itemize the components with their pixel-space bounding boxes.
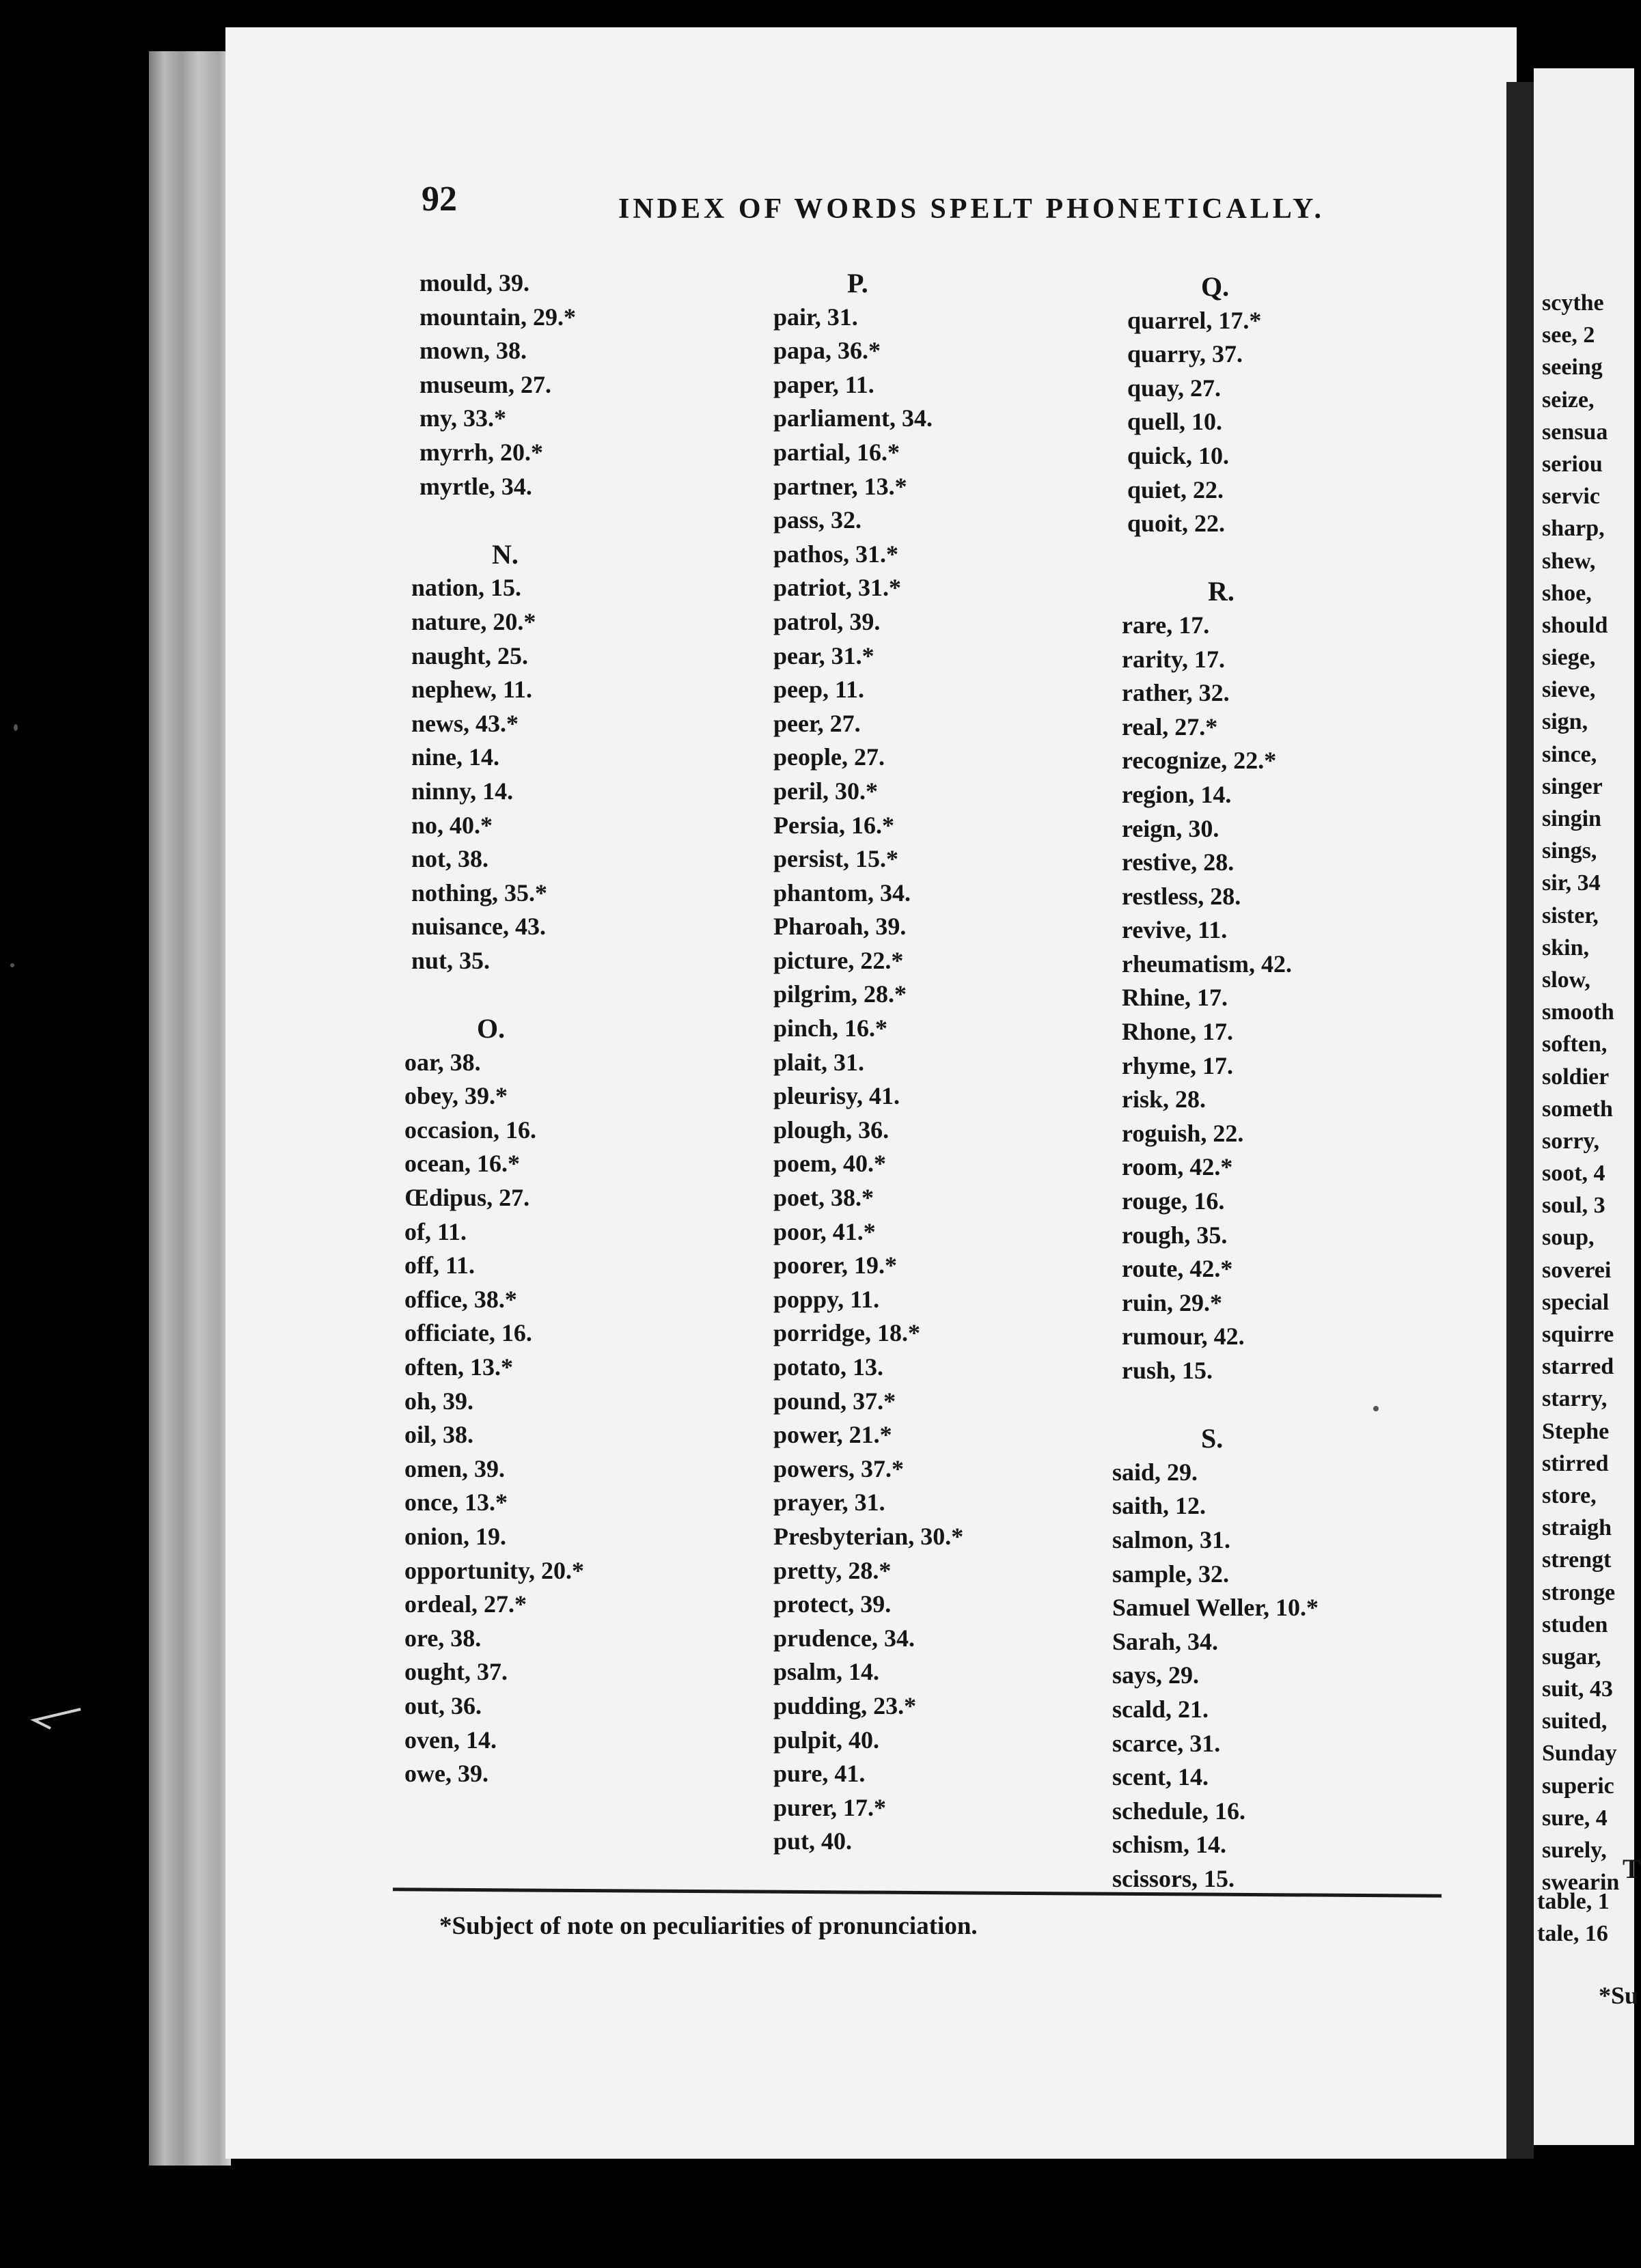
next-page-entry-fragment: shoe,	[1542, 580, 1592, 606]
index-entry: Rhone, 17.	[1122, 1018, 1234, 1046]
index-entry: rouge, 16.	[1122, 1187, 1225, 1215]
index-entry: rare, 17.	[1122, 611, 1210, 639]
speck	[1373, 1406, 1379, 1411]
next-page-entry-fragment: tale, 16	[1537, 1921, 1608, 1946]
index-entry: rather, 32.	[1122, 679, 1230, 707]
index-entry: often, 13.*	[404, 1353, 513, 1381]
index-entry: restless, 28.	[1122, 882, 1241, 910]
next-page-entry-fragment: seeing	[1542, 355, 1603, 381]
next-page-entry-fragment: store,	[1542, 1482, 1597, 1508]
next-page-entry-fragment: special	[1542, 1289, 1610, 1315]
index-entry: prayer, 31.	[773, 1489, 885, 1517]
index-entry: Persia, 16.*	[773, 811, 894, 839]
index-entry: mountain, 29.*	[419, 303, 577, 331]
pencil-mark-icon	[27, 1694, 82, 1742]
index-entry: peep, 11.	[773, 676, 865, 704]
index-entry: scissors, 15.	[1112, 1864, 1235, 1892]
index-block-q	[1127, 304, 1319, 541]
next-page-entry-fragment: seize,	[1542, 387, 1595, 413]
index-entry: pudding, 23.*	[773, 1691, 917, 1719]
index-entry: put, 40.	[773, 1827, 853, 1855]
index-entry: nature, 20.*	[411, 607, 536, 635]
letter-heading-p: P.	[847, 268, 868, 299]
speck	[14, 724, 18, 731]
letter-heading-q: Q.	[1201, 271, 1230, 302]
spacer	[418, 978, 584, 1012]
index-block-m	[419, 266, 584, 503]
index-entry: plait, 31.	[773, 1048, 865, 1076]
index-entry: no, 40.*	[411, 811, 493, 839]
index-entry: pinch, 16.*	[773, 1014, 888, 1042]
index-entry: quoit, 22.	[1127, 510, 1226, 538]
index-entry: schedule, 16.	[1112, 1797, 1246, 1825]
index-entry: scent, 14.	[1112, 1763, 1209, 1791]
index-column-2	[773, 266, 963, 1859]
index-entry: off, 11.	[404, 1251, 475, 1280]
next-page-entry-fragment: strengt	[1542, 1547, 1612, 1573]
index-entry: poor, 41.*	[773, 1217, 876, 1245]
next-page-entry-fragment: soften,	[1542, 1032, 1608, 1057]
index-entry: not, 38.	[411, 845, 489, 873]
index-entry: salmon, 31.	[1112, 1525, 1231, 1553]
index-entry: onion, 19.	[404, 1522, 507, 1550]
index-entry: poppy, 11.	[773, 1285, 880, 1313]
index-entry: psalm, 14.	[773, 1658, 880, 1686]
index-entry: rough, 35.	[1122, 1221, 1228, 1249]
index-entry: oh, 39.	[404, 1387, 474, 1415]
next-page-entry-fragment: see, 2	[1542, 322, 1595, 348]
next-page-entry-fragment: starry,	[1542, 1386, 1608, 1412]
speck	[10, 963, 14, 967]
index-entry: ore, 38.	[404, 1624, 482, 1652]
letter-heading-s: S.	[1201, 1423, 1224, 1454]
index-entry: schism, 14.	[1112, 1831, 1227, 1859]
next-page-entry-fragment: sorry,	[1542, 1128, 1600, 1154]
index-entry: room, 42.*	[1122, 1153, 1233, 1181]
next-page-entry-fragment: skin,	[1542, 935, 1589, 960]
index-entry: mown, 38.	[419, 337, 527, 365]
index-entry: porridge, 18.*	[773, 1319, 920, 1347]
letter-heading-r: R.	[1208, 576, 1235, 607]
index-entry: quiet, 22.	[1127, 475, 1224, 503]
book-gutter	[1506, 82, 1534, 2159]
next-page-entry-fragment: shew,	[1542, 548, 1596, 574]
index-entry: peer, 27.	[773, 709, 861, 737]
next-page-entry-fragment: studen	[1542, 1612, 1608, 1637]
next-page-entry-fragment: sings,	[1542, 838, 1597, 864]
index-entry: naught, 25.	[411, 641, 529, 669]
index-entry: rumour, 42.	[1122, 1323, 1245, 1351]
next-page-entry-fragment: stirred	[1542, 1450, 1609, 1476]
index-entry: powers, 37.*	[773, 1454, 904, 1482]
next-page-column	[1542, 287, 1619, 1898]
index-entry: poet, 38.*	[773, 1184, 874, 1212]
index-entry: obey, 39.*	[404, 1082, 508, 1110]
next-page-entry-fragment: squirre	[1542, 1322, 1614, 1347]
index-entry: reign, 30.	[1122, 814, 1219, 842]
index-entry: picture, 22.*	[773, 946, 904, 974]
next-page-fragment	[1534, 68, 1641, 2145]
index-entry: rush, 15.	[1122, 1357, 1213, 1384]
index-entry: poorer, 19.*	[773, 1251, 898, 1280]
index-entry: quarry, 37.	[1127, 340, 1243, 368]
index-column-3	[1112, 270, 1319, 1896]
index-entry: Rhine, 17.	[1122, 984, 1228, 1012]
index-entry: pear, 31.*	[773, 641, 874, 669]
next-page-entry-fragment: surely,	[1542, 1838, 1607, 1863]
next-page-entry-fragment: Sunday	[1542, 1741, 1617, 1767]
index-entry: nut, 35.	[411, 946, 491, 974]
index-entry: pair, 31.	[773, 303, 858, 331]
index-entry: rarity, 17.	[1122, 645, 1225, 673]
spacer	[1127, 1388, 1319, 1422]
index-entry: oil, 38.	[404, 1421, 474, 1449]
index-entry: parliament, 34.	[773, 404, 933, 432]
index-entry: region, 14.	[1122, 780, 1232, 808]
index-entry: peril, 30.*	[773, 777, 878, 805]
index-entry: partner, 13.*	[773, 472, 907, 500]
index-entry: once, 13.*	[404, 1489, 508, 1517]
index-block-n	[411, 571, 584, 978]
next-page-entry-fragment: should	[1542, 612, 1608, 638]
index-entry: patriot, 31.*	[773, 574, 901, 602]
index-entry: real, 27.*	[1122, 713, 1218, 741]
index-entry: nothing, 35.*	[411, 879, 548, 907]
running-head: INDEX OF WORDS SPELT PHONETICALLY.	[618, 193, 1325, 225]
next-page-entry-fragment: sir, 34	[1542, 870, 1601, 896]
index-entry: ruin, 29.*	[1122, 1288, 1223, 1316]
next-page-entry-fragment: Stephe	[1542, 1418, 1610, 1444]
next-page-entry-fragment: table, 1	[1537, 1889, 1610, 1914]
next-page-entry-fragment: swearin	[1542, 1870, 1620, 1896]
index-entry: people, 27.	[773, 743, 885, 771]
next-page-entry-fragment: sharp,	[1542, 516, 1605, 542]
index-entry: scarce, 31.	[1112, 1729, 1221, 1757]
index-entry: oven, 14.	[404, 1726, 497, 1754]
next-page-entry-fragment: someth	[1542, 1096, 1613, 1122]
index-entry: persist, 15.*	[773, 845, 898, 873]
next-page-entry-fragment: starred	[1542, 1354, 1614, 1380]
index-entry: rhyme, 17.	[1122, 1051, 1233, 1079]
index-block-r	[1122, 609, 1319, 1388]
index-entry: potato, 13.	[773, 1353, 883, 1381]
next-page-entry-fragment: suit, 43	[1542, 1676, 1613, 1702]
index-entry: patrol, 39.	[773, 607, 881, 635]
index-entry: Sarah, 34.	[1112, 1627, 1219, 1655]
next-page-entry-fragment: smooth	[1542, 999, 1614, 1025]
next-page-entry-fragment: soverei	[1542, 1257, 1612, 1283]
index-entry: poem, 40.*	[773, 1150, 886, 1178]
index-entry: says, 29.	[1112, 1661, 1200, 1689]
index-entry: sample, 32.	[1112, 1560, 1229, 1588]
next-page-entry-fragment: superic	[1542, 1773, 1614, 1799]
next-page-entry-fragment: seriou	[1542, 451, 1603, 477]
footnote: *Subject of note on peculiarities of pronunciation.	[439, 1912, 978, 1940]
index-block-s	[1112, 1456, 1319, 1896]
index-entry: scald, 21.	[1112, 1695, 1209, 1723]
index-entry: nephew, 11.	[411, 676, 533, 704]
index-entry: Pharoah, 39.	[773, 913, 907, 941]
index-entry: my, 33.*	[419, 404, 507, 432]
index-entry: prudence, 34.	[773, 1624, 915, 1652]
index-entry: officiate, 16.	[404, 1319, 532, 1347]
next-page-entry-fragment: sieve,	[1542, 677, 1596, 703]
next-page-entry-fragment: soup,	[1542, 1225, 1595, 1251]
next-page-entry-fragment: soldier	[1542, 1064, 1610, 1090]
next-page-entry-fragment: siege,	[1542, 645, 1596, 671]
index-entry: route, 42.*	[1122, 1255, 1233, 1283]
index-entry: nation, 15.	[411, 574, 522, 602]
index-entry: ocean, 16.*	[404, 1150, 520, 1178]
index-entry: pound, 37.*	[773, 1387, 896, 1415]
index-entry: ordeal, 27.*	[404, 1590, 527, 1618]
index-entry: pathos, 31.*	[773, 540, 899, 568]
index-entry: quick, 10.	[1127, 441, 1230, 469]
next-page-tail	[1537, 1885, 1610, 1950]
letter-heading-n: N.	[492, 538, 519, 570]
index-entry: news, 43.*	[411, 709, 519, 737]
next-page-entry-fragment: sure, 4	[1542, 1805, 1608, 1831]
index-entry: myrtle, 34.	[419, 472, 532, 500]
index-entry: oar, 38.	[404, 1048, 481, 1076]
index-entry: owe, 39.	[404, 1760, 488, 1788]
index-entry: papa, 36.*	[773, 337, 881, 365]
next-page-entry-fragment: straigh	[1542, 1515, 1612, 1541]
index-entry: pretty, 28.*	[773, 1556, 892, 1584]
index-entry: pure, 41.	[773, 1760, 866, 1788]
index-entry: revive, 11.	[1122, 916, 1228, 944]
index-block-p	[773, 301, 963, 1859]
index-entry: museum, 27.	[419, 370, 552, 398]
index-entry: omen, 39.	[404, 1454, 505, 1482]
index-entry: said, 29.	[1112, 1458, 1198, 1486]
next-page-entry-fragment: servic	[1542, 484, 1600, 510]
index-block-o	[404, 1046, 584, 1791]
index-entry: phantom, 34.	[773, 879, 911, 907]
index-column-1	[404, 266, 585, 1791]
next-page-footnote: *Su	[1599, 1982, 1639, 2009]
index-entry: pilgrim, 28.*	[773, 980, 907, 1008]
index-entry: pleurisy, 41.	[773, 1082, 900, 1110]
spacer	[418, 503, 584, 538]
spacer	[1127, 541, 1319, 575]
index-entry: office, 38.*	[404, 1285, 517, 1313]
next-page-entry-fragment: stronge	[1542, 1579, 1616, 1605]
page-number: 92	[422, 180, 457, 219]
next-page-entry-fragment: suited,	[1542, 1709, 1608, 1734]
next-page-entry-fragment: soot, 4	[1542, 1161, 1605, 1187]
next-page-entry-fragment: sister,	[1542, 902, 1599, 928]
index-entry: opportunity, 20.*	[404, 1556, 585, 1584]
index-entry: out, 36.	[404, 1691, 482, 1719]
index-entry: pulpit, 40.	[773, 1726, 880, 1754]
index-entry: Samuel Weller, 10.*	[1112, 1594, 1319, 1622]
next-page-entry-fragment: singer	[1542, 773, 1603, 799]
index-entry: mould, 39.	[419, 269, 530, 296]
next-page-entry-fragment: sugar,	[1542, 1644, 1601, 1670]
index-entry: ought, 37.	[404, 1658, 508, 1686]
index-entry: saith, 12.	[1112, 1492, 1206, 1520]
next-page-entry-fragment: sensua	[1542, 419, 1608, 445]
index-entry: nuisance, 43.	[411, 913, 547, 941]
next-page-entry-fragment: since,	[1542, 741, 1597, 767]
index-entry: risk, 28.	[1122, 1085, 1206, 1114]
next-page-entry-fragment: scythe	[1542, 290, 1604, 316]
book-page-edge	[149, 51, 231, 2166]
index-entry: protect, 39.	[773, 1590, 892, 1618]
index-entry: Presbyterian, 30.*	[773, 1522, 964, 1550]
next-page-letter-heading: T	[1623, 1853, 1641, 1884]
index-entry: myrrh, 20.*	[419, 438, 543, 466]
index-entry: quarrel, 17.*	[1127, 306, 1262, 334]
index-entry: Œdipus, 27.	[404, 1184, 530, 1212]
next-page-entry-fragment: slow,	[1542, 967, 1590, 993]
index-entry: rheumatism, 42.	[1122, 950, 1292, 978]
next-page-entry-fragment: sign,	[1542, 709, 1588, 735]
index-entry: purer, 17.*	[773, 1793, 887, 1821]
index-entry: partial, 16.*	[773, 438, 900, 466]
index-entry: occasion, 16.	[404, 1116, 536, 1144]
next-page-entry-fragment: soul, 3	[1542, 1193, 1605, 1219]
index-entry: of, 11.	[404, 1217, 467, 1245]
index-entry: restive, 28.	[1122, 848, 1235, 876]
index-entry: paper, 11.	[773, 370, 874, 398]
index-entry: recognize, 22.*	[1122, 747, 1277, 775]
index-entry: plough, 36.	[773, 1116, 890, 1144]
index-entry: roguish, 22.	[1122, 1119, 1244, 1147]
letter-heading-o: O.	[477, 1013, 506, 1045]
index-entry: pass, 32.	[773, 506, 862, 534]
index-entry: quay, 27.	[1127, 374, 1222, 402]
index-entry: ninny, 14.	[411, 777, 514, 805]
next-page-entry-fragment: singin	[1542, 806, 1601, 831]
index-entry: power, 21.*	[773, 1421, 892, 1449]
index-entry: quell, 10.	[1127, 408, 1223, 436]
index-entry: nine, 14.	[411, 743, 500, 771]
